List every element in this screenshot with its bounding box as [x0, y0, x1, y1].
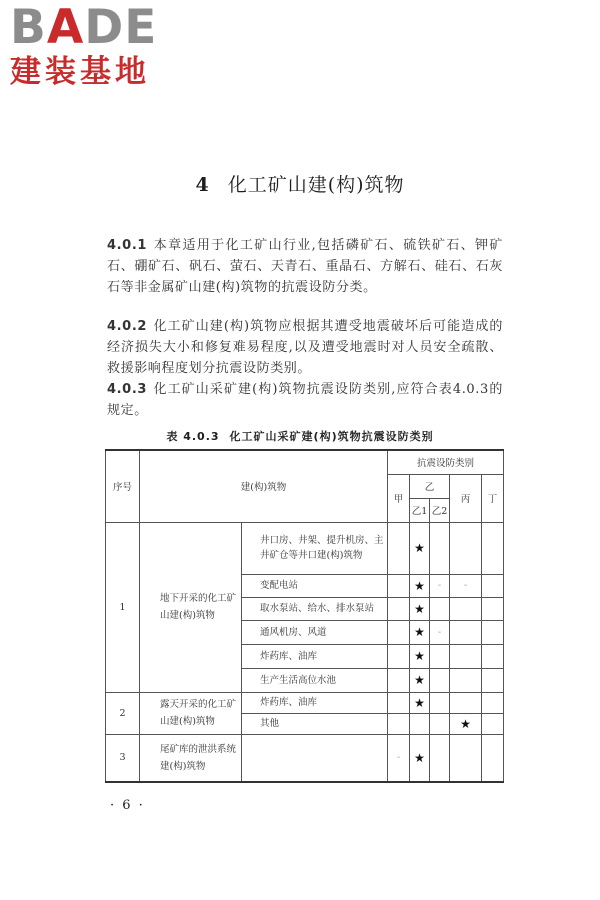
chapter-title-text: 化工矿山建(构)筑物 — [227, 174, 405, 196]
cell-yi2 — [430, 597, 450, 620]
cell-yi2: - — [430, 574, 450, 597]
cell-yi1: ★ — [410, 692, 430, 713]
cell-yi1: ★ — [410, 668, 430, 692]
cell-jia — [388, 644, 410, 668]
item-name: 炸药库、油库 — [242, 644, 388, 668]
table-caption — [0, 428, 600, 444]
group-seq: 2 — [106, 692, 140, 734]
clause-text: 本章适用于化工矿山行业,包括磷矿石、硫铁矿石、钾矿石、硼矿石、矾石、萤石、天青石、重晶石、方解石、硅石、石灰石等非金属矿山建(构)筑物的抗震设防分类。 — [107, 238, 503, 295]
cell-yi1 — [410, 713, 430, 734]
cell-ding — [482, 692, 504, 713]
clause-number: 4.0.1 — [107, 238, 148, 253]
item-name — [242, 734, 388, 782]
cell-yi1: ★ — [410, 574, 430, 597]
table-row — [106, 734, 504, 782]
cell-yi1: ★ — [410, 644, 430, 668]
cell-bing: - — [450, 574, 482, 597]
cell-bing — [450, 668, 482, 692]
cell-jia — [388, 522, 410, 574]
cell-ding — [482, 620, 504, 644]
item-name: 变配电站 — [242, 574, 388, 597]
header-yi: 乙 — [410, 474, 450, 498]
cell-bing — [450, 597, 482, 620]
cell-bing — [450, 620, 482, 644]
cell-yi1: ★ — [410, 522, 430, 574]
cell-jia — [388, 620, 410, 644]
cell-ding — [482, 597, 504, 620]
item-name: 炸药库、油库 — [242, 692, 388, 713]
cell-ding — [482, 668, 504, 692]
item-name: 生产生活高位水池 — [242, 668, 388, 692]
header-building: 建(构)筑物 — [140, 450, 388, 522]
cell-yi1: ★ — [410, 620, 430, 644]
cell-ding — [482, 713, 504, 734]
cell-jia — [388, 574, 410, 597]
table-title-text: 化工矿山采矿建(构)筑物抗震设防类别 — [229, 430, 434, 443]
clause-number: 4.0.2 — [107, 319, 148, 334]
cell-yi2 — [430, 734, 450, 782]
cell-jia — [388, 713, 410, 734]
cell-bing: ★ — [450, 713, 482, 734]
item-name: 通风机房、风道 — [242, 620, 388, 644]
cell-bing — [450, 734, 482, 782]
cell-yi2 — [430, 644, 450, 668]
cell-yi1: ★ — [410, 597, 430, 620]
clause-text: 化工矿山采矿建(构)筑物抗震设防类别,应符合表4.0.3的规定。 — [107, 382, 503, 418]
cell-ding — [482, 644, 504, 668]
cell-ding — [482, 522, 504, 574]
cell-bing — [450, 522, 482, 574]
cell-yi2: - — [430, 620, 450, 644]
page-number: · 6 · — [110, 798, 145, 813]
cell-yi2 — [430, 522, 450, 574]
logo-wordmark: BADE — [10, 0, 158, 55]
chapter-number: 4 — [195, 174, 210, 196]
header-bing: 丙 — [450, 474, 482, 522]
cell-jia — [388, 692, 410, 713]
cell-ding — [482, 574, 504, 597]
header-seq: 序号 — [106, 450, 140, 522]
table-number: 表 4.0.3 — [166, 430, 220, 443]
table-row — [106, 522, 504, 574]
table-row — [106, 692, 504, 713]
clause-number: 4.0.3 — [107, 382, 148, 397]
cell-yi2 — [430, 692, 450, 713]
clause-paragraph — [107, 316, 503, 379]
chapter-title — [0, 170, 600, 197]
item-name: 取水泵站、给水、排水泵站 — [242, 597, 388, 620]
cell-bing — [450, 644, 482, 668]
group-category: 露天开采的化工矿山建(构)筑物 — [140, 692, 242, 734]
cell-jia — [388, 668, 410, 692]
item-name: 井口房、井架、提升机房、主井矿仓等井口建(构)筑物 — [242, 522, 388, 574]
group-seq: 1 — [106, 522, 140, 692]
cell-bing — [450, 692, 482, 713]
clause-paragraph — [107, 379, 503, 421]
logo — [10, 2, 180, 90]
header-ding: 丁 — [482, 474, 504, 522]
cell-jia — [388, 597, 410, 620]
cell-yi2 — [430, 668, 450, 692]
cell-yi1: ★ — [410, 734, 430, 782]
group-category: 尾矿库的泄洪系统建(构)筑物 — [140, 734, 242, 782]
group-seq: 3 — [106, 734, 140, 782]
cell-jia: - — [388, 734, 410, 782]
header-jia: 甲 — [388, 474, 410, 522]
header-yi1: 乙1 — [410, 498, 430, 522]
cell-yi2 — [430, 713, 450, 734]
header-category: 抗震设防类别 — [388, 450, 504, 474]
clause-paragraph — [107, 235, 503, 298]
header-yi2: 乙2 — [430, 498, 450, 522]
logo-subtitle: 建装基地 — [10, 54, 150, 90]
group-category: 地下开采的化工矿山建(构)筑物 — [140, 522, 242, 692]
seismic-category-table — [105, 449, 504, 783]
clause-text: 化工矿山建(构)筑物应根据其遭受地震破坏后可能造成的经济损失大小和修复难易程度,以及遭受地震时对人员安全疏散、救援影响程度划分抗震设防类别。 — [107, 319, 503, 376]
item-name: 其他 — [242, 713, 388, 734]
cell-ding — [482, 734, 504, 782]
